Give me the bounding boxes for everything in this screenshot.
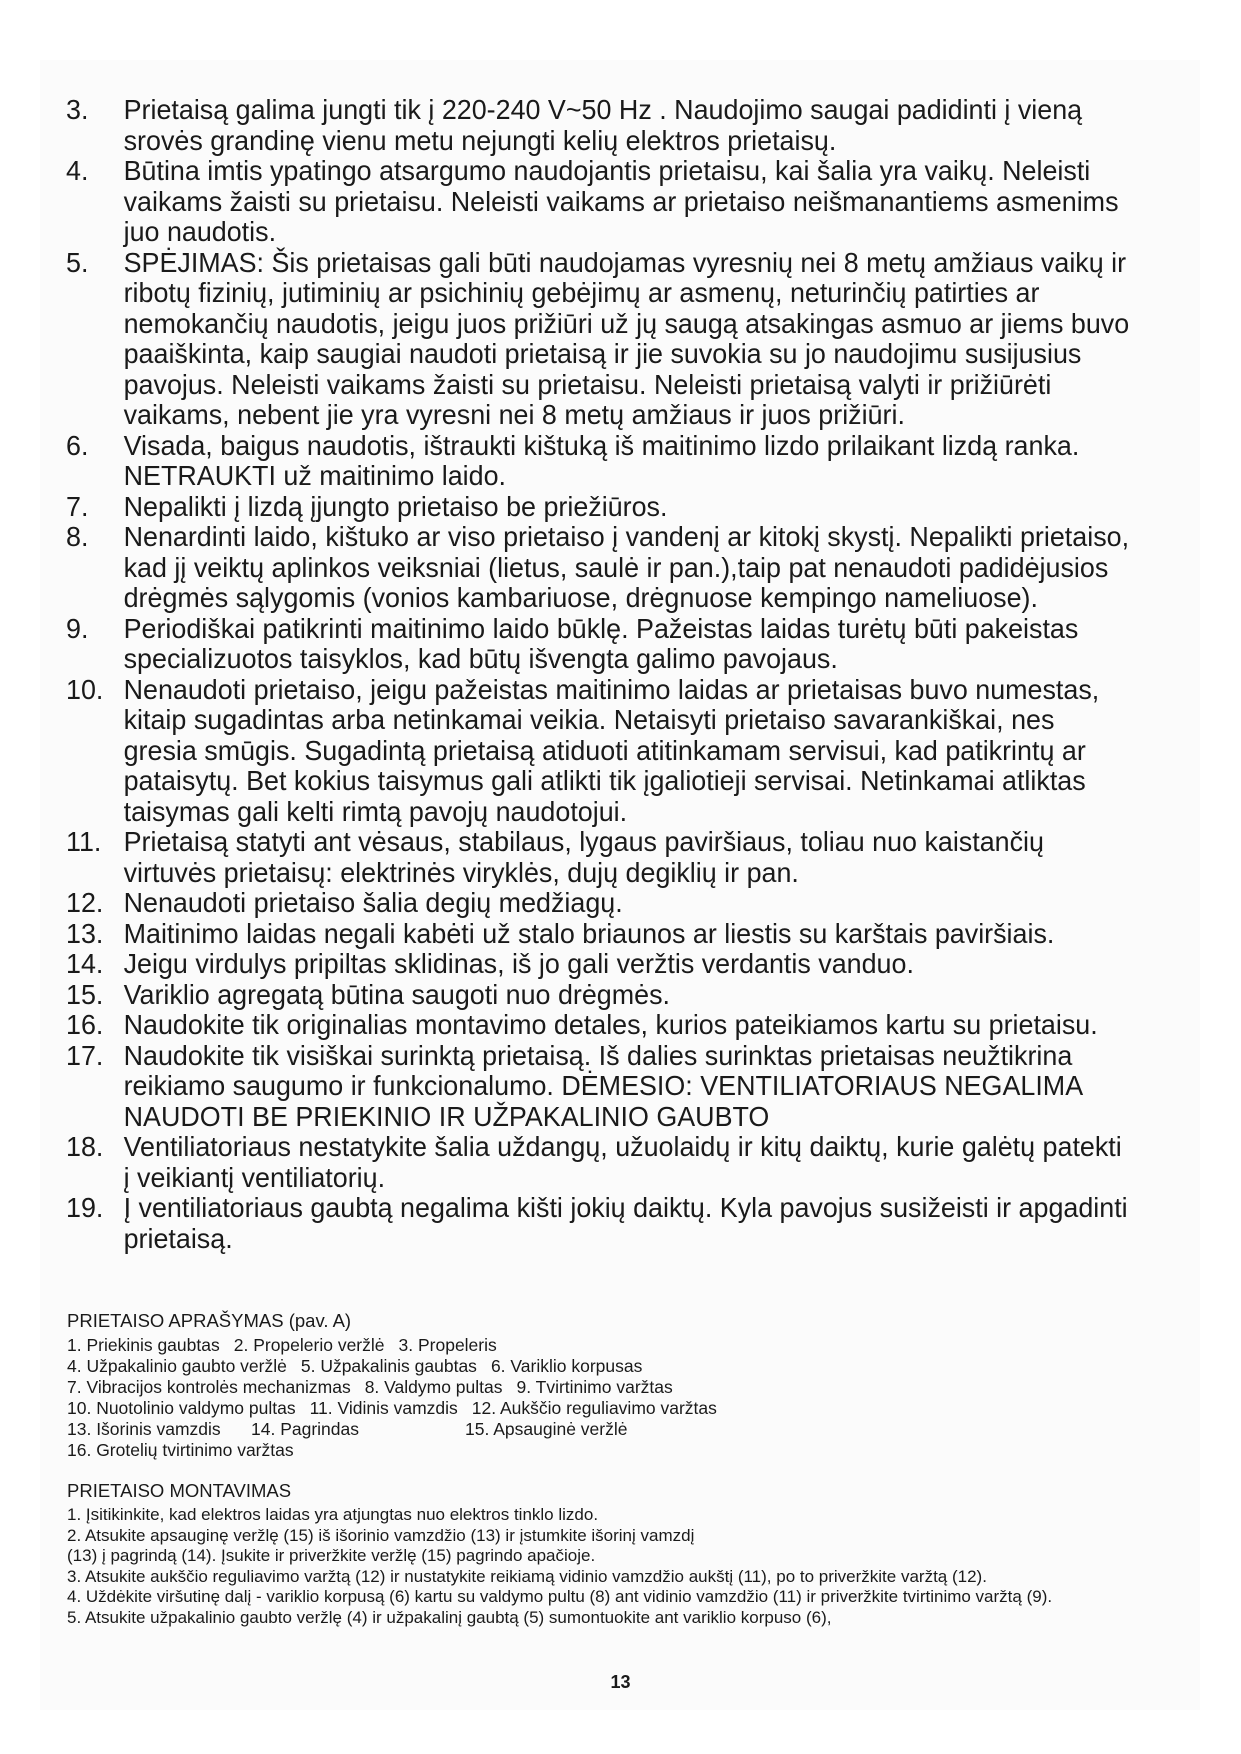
list-item: 8. Nenardinti laido, kištuko ar viso prietaiso į vandenį ar kitokį skystį. Nepalikti prietaiso, kad jį veiktų aplinkos veiksniai (lietus, saulė ir pan.),taip pat nenaudoti padidėjusios drėgmės sąlygomis (vonios kambariuose, drėgnuose kempingo nameliuose). — [66, 521, 1130, 613]
safety-rules-list — [66, 95, 1176, 1254]
mounting-step: 5. Atsukite užpakalinio gaubto veržlę (4) ir užpakalinį gaubtą (5) sumontuokite ant variklio korpuso (6), — [67, 1607, 832, 1627]
list-item: 19. Į ventiliatoriaus gaubtą negalima kišti jokių daiktų. Kyla pavojus susižeisti ir apgadinti prietaisą. — [66, 1192, 1128, 1254]
list-item: 15. Variklio agregatą būtina saugoti nuo drėgmės. — [66, 978, 671, 1010]
parts-row: 1. Priekinis gaubtas 2. Propelerio veržlė 3. Propeleris — [67, 1335, 497, 1355]
list-item: 5. SPĖJIMAS: Šis prietaisas gali būti naudojamas vyresnių nei 8 metų amžiaus vaikų ir ribotų fizinių, jutiminių ar psichinių gebėjimų ar asmenų, neturinčių patirties ar nemokančių naudotis, jeigu juos prižiūri už jų saugą atsakingas asmuo ar jiems buvo paaiškinta, kaip saugiai naudoti prietaisą ir jie suvokia su jo naudojimu susijusius pavojus. Neleisti vaikams žaisti su prietaisu. Neleisti prietaisą valyti ir prižiūrėti vaikams, nebent jie yra vyresni nei 8 metų amžiaus ir juos prižiūri. — [66, 246, 1130, 430]
parts-row: 10. Nuotolinio valdymo pultas 11. Vidinis vamzdis 12. Aukščio reguliavimo varžtas — [67, 1398, 717, 1418]
list-item: 6. Visada, baigus naudotis, ištraukti kištuką iš maitinimo lizdo prilaikant lizdą ranka. NETRAUKTI už maitinimo laido. — [66, 429, 1080, 491]
parts-row: 4. Užpakalinio gaubto veržlė 5. Užpakalinis gaubtas 6. Variklio korpusas — [67, 1356, 643, 1376]
list-item: 14. Jeigu virdulys pripiltas sklidinas, iš jo gali veržtis verdantis vanduo. — [66, 948, 914, 979]
list-item: 3. Prietaisą galima jungti tik į 220-240 V~50 Hz . Naudojimo saugai padidinti į vieną srovės grandinę vienu metu nejungti kelių elektros prietaisų. — [66, 94, 1083, 156]
section-title: PRIETAISO MONTAVIMAS — [67, 1480, 292, 1501]
list-item: 18. Ventiliatoriaus nestatykite šalia uždangų, užuolaidų ir kitų daiktų, kurie galėtų patekti į veikiantį ventiliatorių. — [66, 1131, 1122, 1193]
parts-row: 13. Išorinis vamzdis 14. Pagrindas 15. Apsauginė veržlė — [67, 1419, 628, 1439]
parts-row: 16. Grotelių tvirtinimo varžtas — [67, 1440, 294, 1460]
list-item: 4. Būtina imtis ypatingo atsargumo naudojantis prietaisu, kai šalia yra vaikų. Neleisti vaikams žaisti su prietaisu. Neleisti vaikams ar prietaiso neišmanantiems asmenims juo naudotis. — [66, 155, 1119, 247]
mounting-step: 1. Įsitikinkite, kad elektros laidas yra atjungtas nuo elektros tinklo lizdo. — [67, 1505, 599, 1524]
list-item: 12. Nenaudoti prietaiso šalia degių medžiagų. — [66, 887, 623, 918]
list-item: 16. Naudokite tik originalias montavimo detales, kurios pateikiamos kartu su prietaisu. — [66, 1009, 1098, 1040]
list-item: 13. Maitinimo laidas negali kabėti už stalo briaunos ar liestis su karštais paviršiais. — [66, 917, 1055, 949]
mounting-step: 4. Uždėkite viršutinę dalį - variklio korpusą (6) kartu su valdymo pultu (8) ant vidinio vamzdžio (11) ir priveržkite tvirtinimo varžtą (9). — [67, 1587, 1053, 1606]
section-title: PRIETAISO APRAŠYMAS (pav. A) — [67, 1310, 352, 1331]
list-item: 10. Nenaudoti prietaiso, jeigu pažeistas maitinimo laidas ar prietaisas buvo numestas, kitaip sugadintas arba netinkamai veikia. Netaisyti prietaiso savarankiškai, nes gresia smūgis. Sugadintą prietaisą atiduoti atitinkamam servisui, kad patikrintų ar pataisytų. Bet kokius taisymus gali atlikti tik įgaliotieji servisai. Netinkamai atliktas taisymas gali kelti rimtą pavojų naudotojui. — [66, 673, 1100, 827]
device-description — [67, 1310, 1177, 1461]
page-number: 13 — [610, 1672, 631, 1692]
device-mounting — [67, 1480, 1177, 1628]
parts-row: 7. Vibracijos kontrolės mechanizmas 8. Valdymo pultas 9. Tvirtinimo varžtas — [67, 1377, 673, 1397]
list-item: 7. Nepalikti į lizdą įjungto prietaiso be priežiūros. — [66, 490, 668, 522]
list-item: 17. Naudokite tik visiškai surinktą prietaisą. Iš dalies surinktas prietaisas neužtikrina reikiamo saugumo ir funkcionalumo. DĖMESIO: VENTILIATORIAUS NEGALIMA NAUDOTI BE PRIEKINIO IR UŽPAKALINIO GAUBTO — [66, 1039, 1082, 1132]
list-item: 9. Periodiškai patikrinti maitinimo laido būklę. Pažeistas laidas turėtų būti pakeistas specializuotos taisyklos, kad būtų išvengta galimo pavojaus. — [66, 612, 1079, 674]
list-item: 11. Prietaisą statyti ant vėsaus, stabilaus, lygaus paviršiaus, toliau nuo kaistančių virtuvės prietaisų: elektrinės viryklės, dujų degiklių ir pan. — [66, 826, 1044, 888]
mounting-step: (13) į pagrindą (14). Įsukite ir priveržkite veržlę (15) pagrindo apačioje. — [67, 1546, 596, 1565]
mounting-step: 3. Atsukite aukščio reguliavimo varžtą (12) ir nustatykite reikiamą vidinio vamzdžio aukštį (11), po to priveržkite varžtą (12). — [67, 1566, 987, 1586]
mounting-step: 2. Atsukite apsauginę veržlę (15) iš išorinio vamzdžio (13) ir įstumkite išorinį vamzdį — [67, 1525, 695, 1545]
